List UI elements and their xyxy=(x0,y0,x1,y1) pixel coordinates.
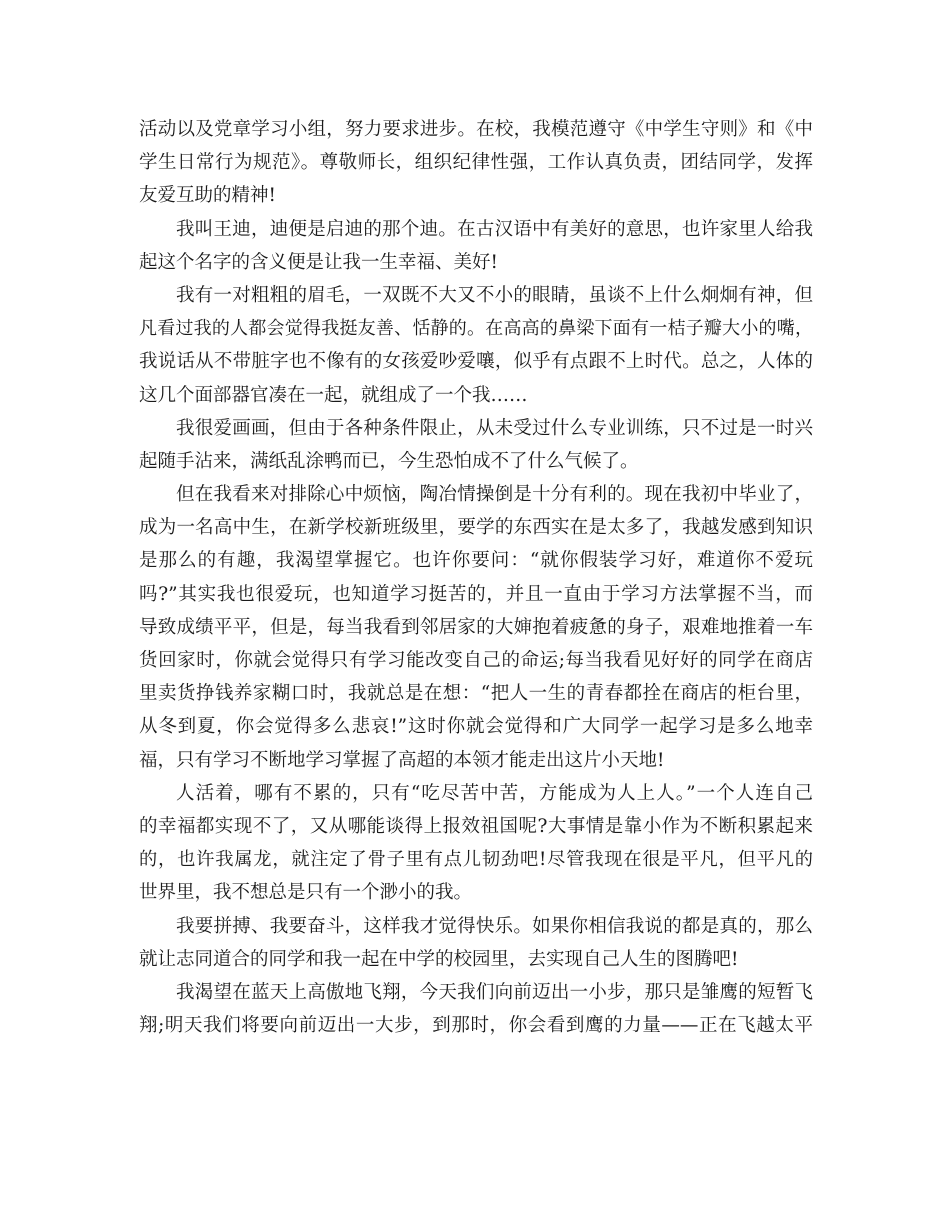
paragraph-first-line: 人活着，哪有不累的，只有“吃尽苦中苦，方能成为人上人。”一个人连自己 xyxy=(176,782,813,804)
paragraph-first-line: 我渴望在蓝天上高傲地飞翔，今天我们向前迈出一小步，那只是雏鹰的短暂飞 xyxy=(176,981,813,1003)
text-line: 货回家时，你就会觉得只有学习能改变自己的命运;每当我看见好好的同学在商店 xyxy=(139,650,813,671)
text-line: 是那么的有趣，我渴望掌握它。也许你要问：“就你假装学习好，难道你不爱玩 xyxy=(139,550,813,572)
paragraph-first-line: 但在我看来对排除心中烦恼，陶冶情操倒是十分有利的。现在我初中毕业了， xyxy=(176,484,813,506)
text-line: 凡看过我的人都会觉得我挺友善、恬静的。在高高的鼻梁下面有一桔子瓣大小的嘴， xyxy=(139,318,813,340)
paragraph-first-line: 我很爱画画，但由于各种条件限止，从未受过什么专业训练，只不过是一时兴 xyxy=(176,417,813,439)
text-line: 福，只有学习不断地学习掌握了高超的本领才能走出这片小天地! xyxy=(139,749,665,771)
text-line: 从冬到夏，你会觉得多么悲哀!”这时你就会觉得和广大同学一起学习是多么地幸 xyxy=(139,716,813,738)
text-line: 吗?”其实我也很爱玩，也知道学习挺苦的，并且一直由于学习方法掌握不当，而 xyxy=(139,583,813,605)
text-line: 成为一名高中生，在新学校新班级里，要学的东西实在是太多了，我越发感到知识 xyxy=(139,517,813,539)
paragraph-first-line: 我叫王迪，迪便是启迪的那个迪。在古汉语中有美好的意思，也许家里人给我 xyxy=(176,218,813,240)
text-line: 翔;明天我们将要向前迈出一大步，到那时，你会看到鹰的力量——正在飞越太平 xyxy=(139,1015,813,1037)
text-line: 就让志同道合的同学和我一起在中学的校园里，去实现自己人生的图腾吧! xyxy=(139,948,739,970)
text-line: 学生日常行为规范》。尊敬师长，组织纪律性强，工作认真负责，团结同学，发挥 xyxy=(139,152,813,174)
text-line: 的，也许我属龙，就注定了骨子里有点儿韧劲吧!尽管我现在很是平凡，但平凡的 xyxy=(139,849,813,871)
text-line: 起随手沾来，满纸乱涂鸭而已，今生恐怕成不了什么气候了。 xyxy=(139,450,639,472)
text-line: 里卖货挣钱养家糊口时，我就总是在想：“把人一生的青春都拴在商店的柜台里， xyxy=(139,683,813,705)
text-line: 这几个面部器官凑在一起，就组成了一个我…… xyxy=(139,384,528,406)
text-line: 起这个名字的含义便是让我一生幸福、美好! xyxy=(139,251,498,273)
text-line: 我说话从不带脏字也不像有的女孩爱吵爱嚷，似乎有点跟不上时代。总之，人体的 xyxy=(139,351,813,373)
text-line: 导致成绩平平，但是，每当我看到邻居家的大婶抱着疲惫的身子，艰难地推着一车 xyxy=(139,616,813,638)
text-line: 活动以及党章学习小组，努力要求进步。在校，我模范遵守《中学生守则》和《中 xyxy=(139,119,813,140)
text-line: 友爱互助的精神! xyxy=(139,185,276,207)
text-line: 世界里，我不想总是只有一个渺小的我。 xyxy=(139,882,473,904)
document-body xyxy=(139,113,813,1042)
paragraph-first-line: 我要拼搏、我要奋斗，这样我才觉得快乐。如果你相信我说的都是真的，那么 xyxy=(176,915,813,937)
text-line: 的幸福都实现不了，又从哪能谈得上报效祖国呢?大事情是靠小作为不断积累起来 xyxy=(139,815,813,837)
paragraph-first-line: 我有一对粗粗的眉毛，一双既不大又不小的眼睛，虽谈不上什么炯炯有神，但 xyxy=(176,284,813,306)
